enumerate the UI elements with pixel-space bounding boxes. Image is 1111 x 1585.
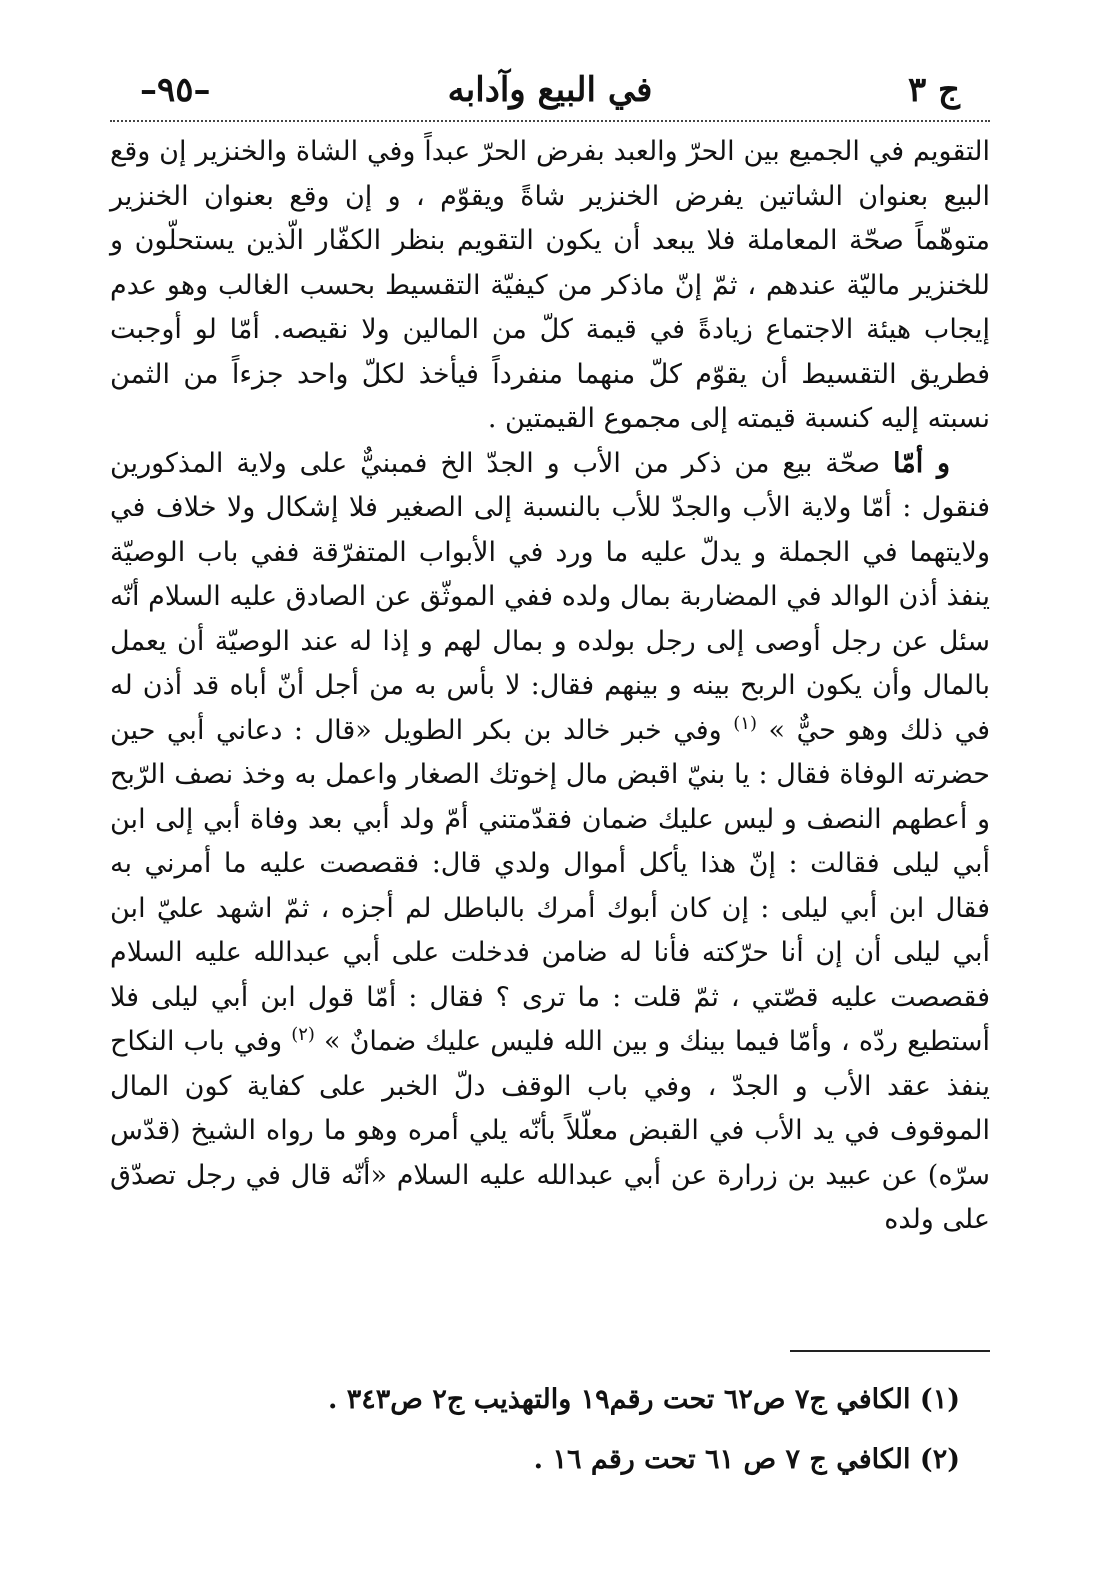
page-header <box>110 60 990 120</box>
footnote-ref-2[interactable]: (٢) <box>291 1024 315 1045</box>
body-text <box>110 130 990 1243</box>
footnote-ref-1[interactable]: (١) <box>733 712 757 734</box>
paragraph-1 <box>110 130 990 442</box>
paragraph-2-text-end: وفي باب النكاح ينفذ عقد الأب و الجدّ ، وفي باب الوقف دلّ الخبر على كفاية كون المال الموقوف في يد الأب في القبض معلّلاً بأنّه يلي أمره وهو ما رواه الشيخ (قدّس سرّه) عن عبيد بن زرارة عن أبي عبدالله عليه السلام «أنّه قال في رجل تصدّق على ولده <box>110 1026 990 1235</box>
volume-label: ج ٣ <box>907 70 960 110</box>
paragraph-2-lead: و أمّا <box>893 447 951 479</box>
paragraph-1-text: التقويم في الجميع بين الحرّ والعبد بفرض الحرّ عبداً وفي الشاة والخنزير إن وقع البيع بعنوان الشاتين يفرض الخنزير شاةً ويقوّم ، و إن وقع بعنوان الخنزير متوهّماً صحّة المعاملة فلا يبعد أن يكون التقويم بنظر الكفّار الّذين يستحلّون و للخنزير ماليّة عندهم ، ثمّ إنّ ماذكر من كيفيّة التقسيط بحسب الغالب وهو عدم إيجاب هيئة الاجتماع زيادةً في قيمة كلّ من المالين ولا نقيصه. أمّا لو أوجبت فطريق التقسيط أن يقوّم كلّ منهما منفرداً فيأخذ لكلّ واحد جزءاً من الثمن نسبته إليه كنسبة قيمته إلى مجموع القيمتين . <box>110 136 990 434</box>
footnote-divider <box>790 1350 990 1352</box>
paragraph-2 <box>110 442 990 1243</box>
running-title: في البيع وآدابه <box>447 70 653 110</box>
footnote-1: (١) الكافي ج٧ ص٦٢ تحت رقم١٩ والتهذيب ج٢ ص٣٤٣ . <box>327 1384 960 1415</box>
footnote-2: (٢) الكافي ج ٧ ص ٦١ تحت رقم ١٦ . <box>533 1444 960 1475</box>
paragraph-2-text: صحّة بيع من ذكر من الأب و الجدّ الخ فمبنيٌّ على ولاية المذكورين فنقول : أمّا ولاية الأب والجدّ للأب بالنسبة إلى الصغير فلا إشكال ولا خلاف في ولايتهما في الجملة و يدلّ عليه ما ورد في الأبواب المتفرّقة ففي باب الوصيّة ينفذ أذن الوالد في المضاربة بمال ولده ففي الموثّق عن الصادق عليه السلام أنّه سئل عن رجل أوصى إلى رجل بولده و بمال لهم و إذا له عند الوصيّة أن يعمل بالمال وأن يكون الربح بينه و بينهم فقال: لا بأس به من أجل أنّ أباه قد أذن له في ذلك وهو حيٌّ » <box>110 447 991 746</box>
paragraph-2-text-continued: وفي خبر خالد بن بكر الطويل «قال : دعاني أبي حين حضرته الوفاة فقال : يا بنيّ اقبض مال إخوتك الصغار واعمل به وخذ نصف الرّبح و أعطهم النصف و ليس عليك ضمان فقدّمتني أمّ ولد أبي بعد وفاة أبي إلى ابن أبي ليلى فقالت : إنّ هذا يأكل أموال ولدي قال: فقصصت عليه ما أمرني به فقال ابن أبي ليلى : إن كان أبوك أمرك بالباطل لم أجزه ، ثمّ اشهد عليّ ابن أبي ليلى أن إن أنا حرّكته فأنا له ضامن فدخلت على أبي عبدالله عليه السلام فقصصت عليه قصّتي ، ثمّ قلت : ما ترى ؟ فقال : أمّا قول ابن أبي ليلى فلا أستطيع ردّه ، وأمّا فيما بينك و بين الله فليس عليك ضمانٌ » <box>110 714 991 1057</box>
page-number: –٩٥– <box>140 70 211 110</box>
book-page <box>110 60 990 1540</box>
footnotes <box>140 1370 960 1490</box>
header-divider <box>110 120 990 122</box>
